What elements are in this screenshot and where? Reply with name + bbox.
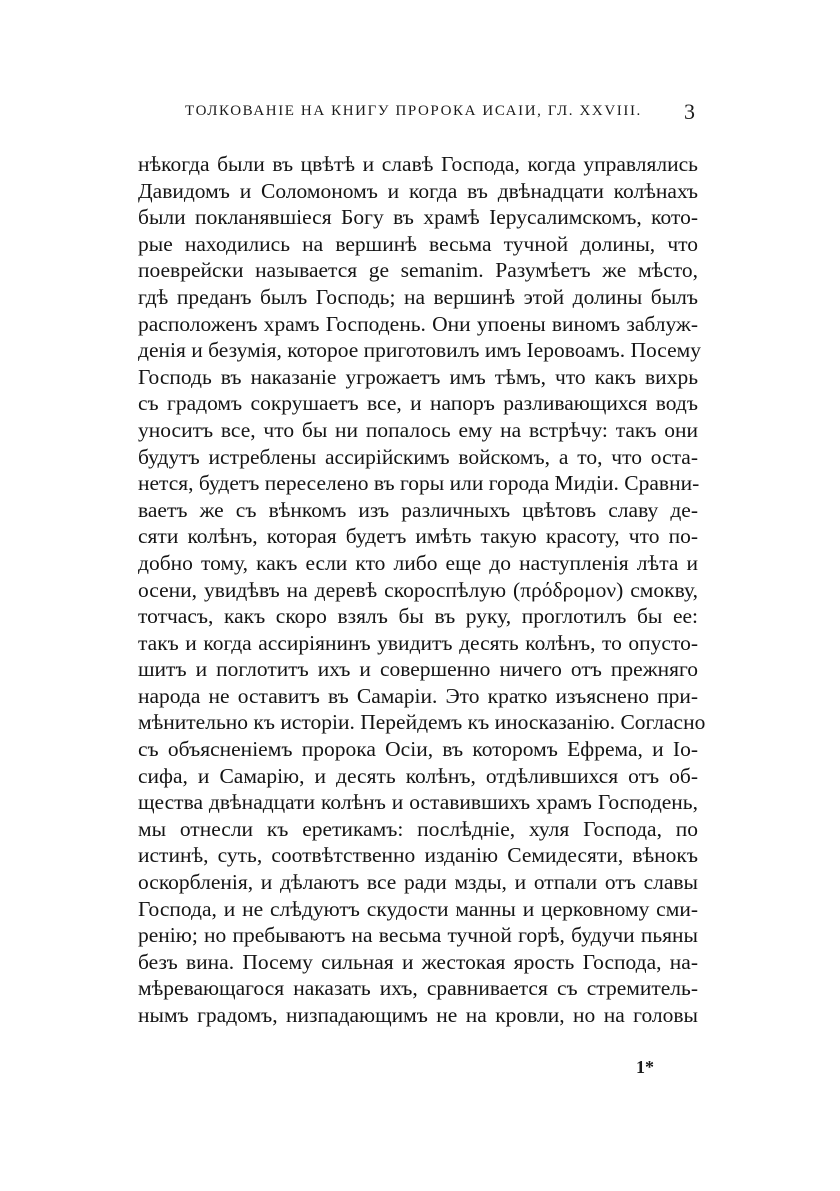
signature-mark: 1* (636, 1057, 654, 1077)
text-line: нѣкогда были въ цвѣтѣ и славѣ Господа, когда управлялись (138, 152, 698, 176)
text-line: съ градомъ сокрушаетъ все, и напоръ разливающихся водъ (138, 391, 698, 416)
text-line: Давидомъ и Соломономъ и когда въ двѣнадцати колѣнахъ (138, 178, 698, 203)
text-line: народа не оставитъ въ Самаріи. Это кратко изъяснено при- (138, 683, 698, 708)
page-number: 3 (684, 99, 695, 124)
text-line: расположенъ храмъ Господень. Они упоены виномъ заблуж- (138, 311, 698, 336)
text-line: Господь въ наказаніе угрожаетъ имъ тѣмъ, что какъ вихрь (138, 364, 698, 389)
text-line: денія и безумія, которое приготовилъ имъ Іеровоамъ. Посему (138, 338, 701, 363)
text-line: осени, увидѣвъ на деревѣ скороспѣлую (πρόδρομον) смокву, (138, 577, 698, 602)
text-line: такъ и когда ассиріянинъ увидитъ десять колѣнъ, то опусто- (138, 630, 698, 655)
body-text (138, 151, 706, 1029)
text-line: тотчасъ, какъ скоро взялъ бы въ руку, проглотилъ бы ее: (138, 604, 698, 629)
text-line: нымъ градомъ, низпадающимъ не на кровли, но на головы (138, 1003, 698, 1027)
text-line: безъ вина. Посему сильная и жестокая ярость Господа, на- (138, 949, 698, 974)
text-line: добно тому, какъ если кто либо еще до наступленія лѣта и (138, 550, 698, 575)
text-line: были покланявшіеся Богу въ храмѣ Іерусалимскомъ, кото- (138, 205, 698, 230)
text-line: мѣнительно къ исторіи. Перейдемъ къ иносказанію. Согласно (138, 710, 706, 735)
text-line: щества двѣнадцати колѣнъ и оставившихъ храмъ Господень, (138, 790, 698, 815)
text-line: мы отнесли къ еретикамъ: послѣдніе, хуля Господа, по (138, 816, 698, 841)
text-line: шитъ и поглотитъ ихъ и совершенно ничего отъ прежняго (138, 657, 698, 682)
text-line: уноситъ все, что бы ни попалось ему на встрѣчу: такъ они (138, 417, 698, 442)
text-line: поеврейски называется ge semanim. Разумѣетъ же мѣсто, (138, 258, 698, 283)
text-line: мѣревающагося наказать ихъ, сравнивается съ стремитель- (138, 976, 698, 1001)
text-line: ваетъ же съ вѣнкомъ изъ различныхъ цвѣтовъ славу де- (138, 497, 698, 522)
text-line: гдѣ преданъ былъ Господь; на вершинѣ этой долины былъ (138, 284, 698, 309)
text-line: рые находились на вершинѣ весьма тучной долины, что (138, 231, 698, 256)
running-title: ТОЛКОВАНІЕ НА КНИГУ ПРОРОКА ИСАІИ, ГЛ. XXVIII. (185, 103, 642, 119)
text-line: сифа, и Самарію, и десять колѣнъ, отдѣлившихся отъ об- (138, 763, 698, 788)
text-line: истинѣ, суть, соотвѣтственно изданію Семидесяти, вѣнокъ (138, 843, 698, 868)
text-line: Господа, и не слѣдуютъ скудости манны и церковному сми- (138, 896, 698, 921)
text-line: съ объясненіемъ пророка Осіи, въ которомъ Ефрема, и Іо- (138, 737, 698, 762)
text-line: ренію; но пребываютъ на весьма тучной горѣ, будучи пьяны (138, 923, 698, 948)
text-line: нется, будетъ переселено въ горы или города Мидіи. Сравни- (138, 471, 700, 496)
text-line: оскорбленія, и дѣлаютъ все ради мзды, и отпали отъ славы (138, 870, 698, 895)
text-line: сяти колѣнъ, которая будетъ имѣть такую красоту, что по- (138, 524, 698, 549)
text-line: будутъ истреблены ассирійскимъ войскомъ, а то, что оста- (138, 444, 698, 469)
